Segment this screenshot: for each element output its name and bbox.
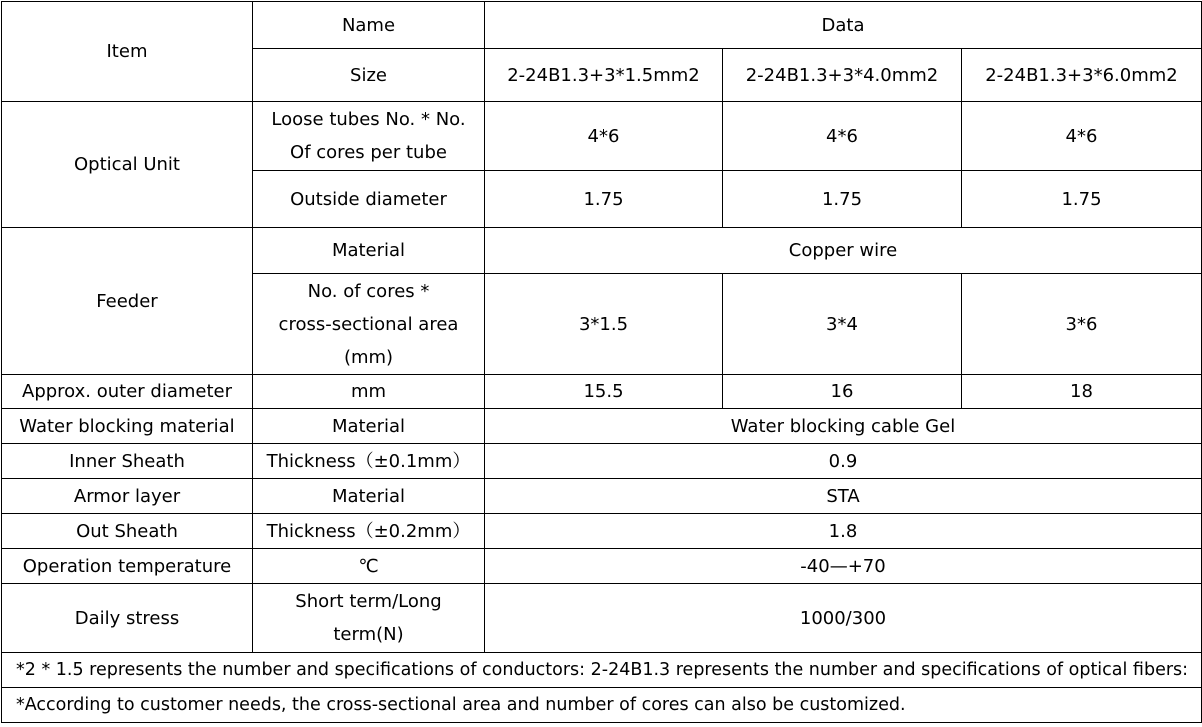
data-cell: 3*1.5 bbox=[485, 274, 723, 375]
name-short-long-term bbox=[253, 584, 485, 653]
name-material: Material bbox=[253, 479, 485, 514]
name-material: Material bbox=[253, 409, 485, 444]
item-operation-temperature: Operation temperature bbox=[2, 549, 253, 584]
data-cell: 3*4 bbox=[723, 274, 962, 375]
item-feeder: Feeder bbox=[2, 228, 253, 375]
data-cell: 4*6 bbox=[962, 102, 1202, 171]
row-feeder-material bbox=[2, 228, 1202, 274]
row-note bbox=[2, 688, 1202, 723]
data-cell: 1.75 bbox=[723, 171, 962, 228]
name-material: Material bbox=[253, 228, 485, 274]
header-row-name bbox=[2, 2, 1202, 49]
row-note bbox=[2, 653, 1202, 688]
footnote: *According to customer needs, the cross-sectional area and number of cores can also be customized. bbox=[2, 688, 1202, 723]
row-water-blocking bbox=[2, 409, 1202, 444]
data-cell: 1.75 bbox=[962, 171, 1202, 228]
item-armor-layer: Armor layer bbox=[2, 479, 253, 514]
row-approx-outer-diameter bbox=[2, 375, 1202, 409]
name-line: cross-sectional area bbox=[278, 313, 459, 335]
name-thickness: Thickness（±0.1mm） bbox=[253, 444, 485, 479]
item-optical-unit: Optical Unit bbox=[2, 102, 253, 228]
data-cell: Water blocking cable Gel bbox=[485, 409, 1202, 444]
data-cell: 4*6 bbox=[485, 102, 723, 171]
row-armor-layer bbox=[2, 479, 1202, 514]
name-unit-celsius: ℃ bbox=[253, 549, 485, 584]
item-out-sheath: Out Sheath bbox=[2, 514, 253, 549]
row-daily-stress bbox=[2, 584, 1202, 653]
name-line: Of cores per tube bbox=[290, 142, 447, 163]
data-cell: STA bbox=[485, 479, 1202, 514]
name-outside-diameter: Outside diameter bbox=[253, 171, 485, 228]
row-out-sheath bbox=[2, 514, 1202, 549]
data-cell: 1000/300 bbox=[485, 584, 1202, 653]
item-approx-outer-diameter: Approx. outer diameter bbox=[2, 375, 253, 409]
name-line: No. of cores * bbox=[307, 280, 430, 302]
name-loose-tubes bbox=[253, 102, 485, 171]
size-value: 2-24B1.3+3*6.0mm2 bbox=[962, 49, 1202, 102]
cable-spec-table bbox=[1, 1, 1202, 723]
row-loose-tubes bbox=[2, 102, 1202, 171]
name-line: (mm) bbox=[343, 346, 394, 368]
header-data: Data bbox=[485, 2, 1202, 49]
size-value: 2-24B1.3+3*4.0mm2 bbox=[723, 49, 962, 102]
size-value: 2-24B1.3+3*1.5mm2 bbox=[485, 49, 723, 102]
header-item: Item bbox=[2, 2, 253, 102]
item-water-blocking: Water blocking material bbox=[2, 409, 253, 444]
name-line: Loose tubes No. * No. bbox=[271, 109, 466, 130]
row-inner-sheath bbox=[2, 444, 1202, 479]
data-cell: 15.5 bbox=[485, 375, 723, 409]
data-cell: 1.75 bbox=[485, 171, 723, 228]
data-cell: 16 bbox=[723, 375, 962, 409]
header-name: Name bbox=[253, 2, 485, 49]
name-thickness: Thickness（±0.2mm） bbox=[253, 514, 485, 549]
data-cell: Copper wire bbox=[485, 228, 1202, 274]
data-cell: 3*6 bbox=[962, 274, 1202, 375]
data-cell: 1.8 bbox=[485, 514, 1202, 549]
data-cell: 0.9 bbox=[485, 444, 1202, 479]
footnote: *2 * 1.5 represents the number and specifications of conductors: 2-24B1.3 represents the number and specifications of optical fibers: bbox=[2, 653, 1202, 688]
name-unit: mm bbox=[253, 375, 485, 409]
row-operation-temperature bbox=[2, 549, 1202, 584]
header-size: Size bbox=[253, 49, 485, 102]
name-line: Short term/Long bbox=[295, 591, 442, 612]
item-daily-stress: Daily stress bbox=[2, 584, 253, 653]
name-cores bbox=[253, 274, 485, 375]
data-cell: -40—+70 bbox=[485, 549, 1202, 584]
name-line: term(N) bbox=[333, 624, 404, 645]
data-cell: 4*6 bbox=[723, 102, 962, 171]
data-cell: 18 bbox=[962, 375, 1202, 409]
item-inner-sheath: Inner Sheath bbox=[2, 444, 253, 479]
